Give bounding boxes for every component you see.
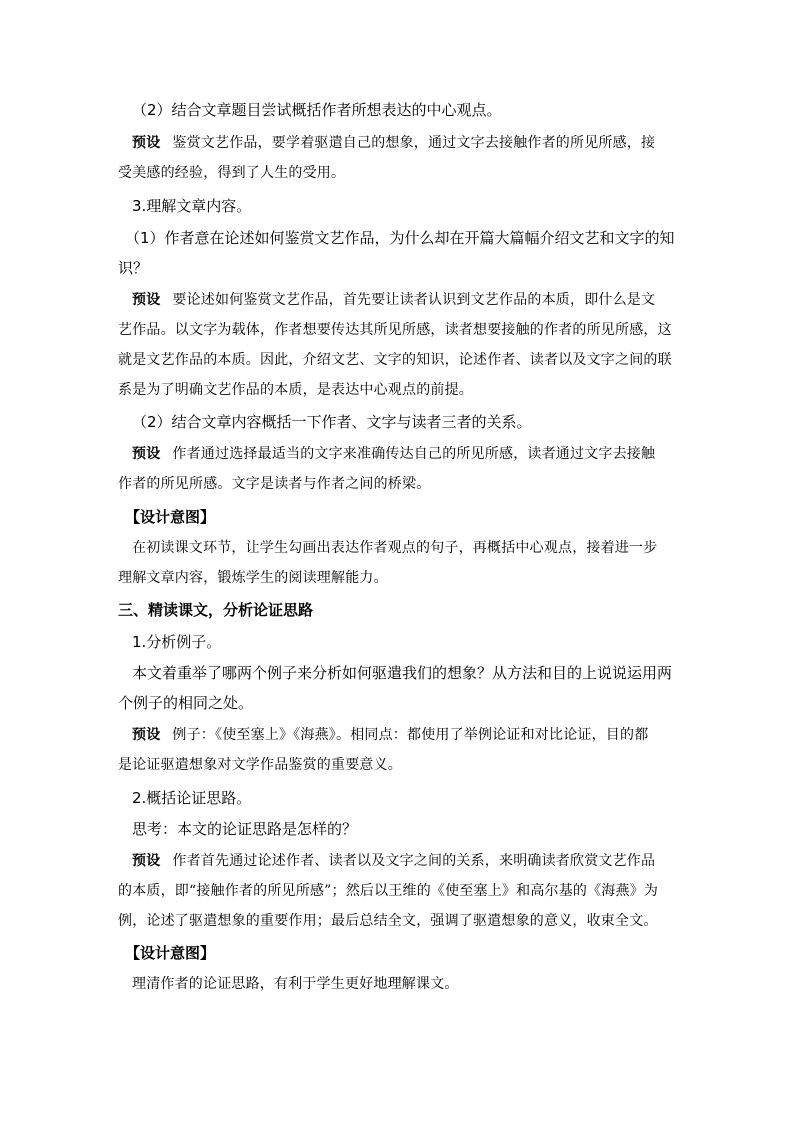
preset-label: 预设 xyxy=(132,727,161,743)
body-line: 理清作者的论证思路，有利于学生更好地理解课文。 xyxy=(132,976,459,992)
question-line: 思考：本文的论证思路是怎样的？ xyxy=(132,820,358,838)
question-line: 识？ xyxy=(118,259,149,277)
body-line: 例，论述了驱遣想象的重要作用；最后总结全文，强调了驱遣想象的意义，收束全文。 xyxy=(118,913,658,929)
body-line: 是论证驱遣想象对文学作品鉴赏的重要意义。 xyxy=(118,757,402,773)
preset-label: 预设 xyxy=(132,135,161,151)
body-line: 艺作品。以文字为载体，作者想要传达其所见所感，读者想要接触的作者的所见所感，这 xyxy=(118,322,672,338)
section-heading: 三、精读课文，分析论证思路 xyxy=(118,601,314,619)
preset-text: 要论述如何鉴赏文艺作品，首先要让读者认识到文艺作品的本质，即什么是文 xyxy=(172,292,656,308)
preset-answer xyxy=(132,725,732,745)
design-intent-heading: 【设计意图】 xyxy=(125,944,216,962)
question-line: （2）结合文章题目尝试概括作者所想表达的中心观点。 xyxy=(132,101,502,119)
section-item: 3.理解文章内容。 xyxy=(132,197,252,215)
preset-answer xyxy=(132,133,732,153)
preset-text: 作者通过选择最适当的文字来准确传达自己的所见所感，读者通过文字去接触 xyxy=(172,446,656,462)
body-line: 系是为了明确文艺作品的本质，是表达中心观点的前提。 xyxy=(118,382,473,398)
preset-label: 预设 xyxy=(132,853,161,869)
section-item: 1.分析例子。 xyxy=(132,633,222,651)
preset-answer xyxy=(132,851,732,871)
body-line: 在初读课文环节，让学生勾画出表达作者观点的句子，再概括中心观点，接着进一步 xyxy=(132,540,658,556)
section-item: 2.概括论证思路。 xyxy=(132,789,252,807)
preset-answer xyxy=(132,290,732,310)
body-line: 的本质，即“接触作者的所见所感”；然后以王维的《使至塞上》和高尔基的《海燕》为 xyxy=(118,883,659,899)
body-line: 受美感的经验，得到了人生的受用。 xyxy=(118,165,346,181)
question-line: （2）结合文章内容概括一下作者、文字与读者三者的关系。 xyxy=(132,413,532,431)
design-intent-heading: 【设计意图】 xyxy=(125,508,216,526)
question-line: （1）作者意在论述如何鉴赏文艺作品，为什么却在开篇大篇幅介绍文艺和文字的知 xyxy=(125,229,675,247)
preset-text: 例子：《使至塞上》《海燕》。相同点：都使用了举例论证和对比论证，目的都 xyxy=(172,727,649,743)
body-line: 作者的所见所感。文字是读者与作者之间的桥梁。 xyxy=(118,476,431,492)
body-line: 理解文章内容，锻炼学生的阅读理解能力。 xyxy=(118,570,388,586)
question-line: 个例子的相同之处。 xyxy=(118,694,254,712)
body-line: 就是文艺作品的本质。因此，介绍文艺、文字的知识，论述作者、读者以及文字之间的联 xyxy=(118,352,672,368)
preset-text: 作者首先通过论述作者、读者以及文字之间的关系，来明确读者欣赏文艺作品 xyxy=(172,853,656,869)
preset-label: 预设 xyxy=(132,446,161,462)
preset-answer xyxy=(132,444,732,464)
question-line: 本文着重举了哪两个例子来分析如何驱遣我们的想象？从方法和目的上说说运用两 xyxy=(132,664,673,682)
preset-text: 鉴赏文艺作品，要学着驱遣自己的想象，通过文字去接触作者的所见所感，接 xyxy=(172,135,656,151)
preset-label: 预设 xyxy=(132,292,161,308)
